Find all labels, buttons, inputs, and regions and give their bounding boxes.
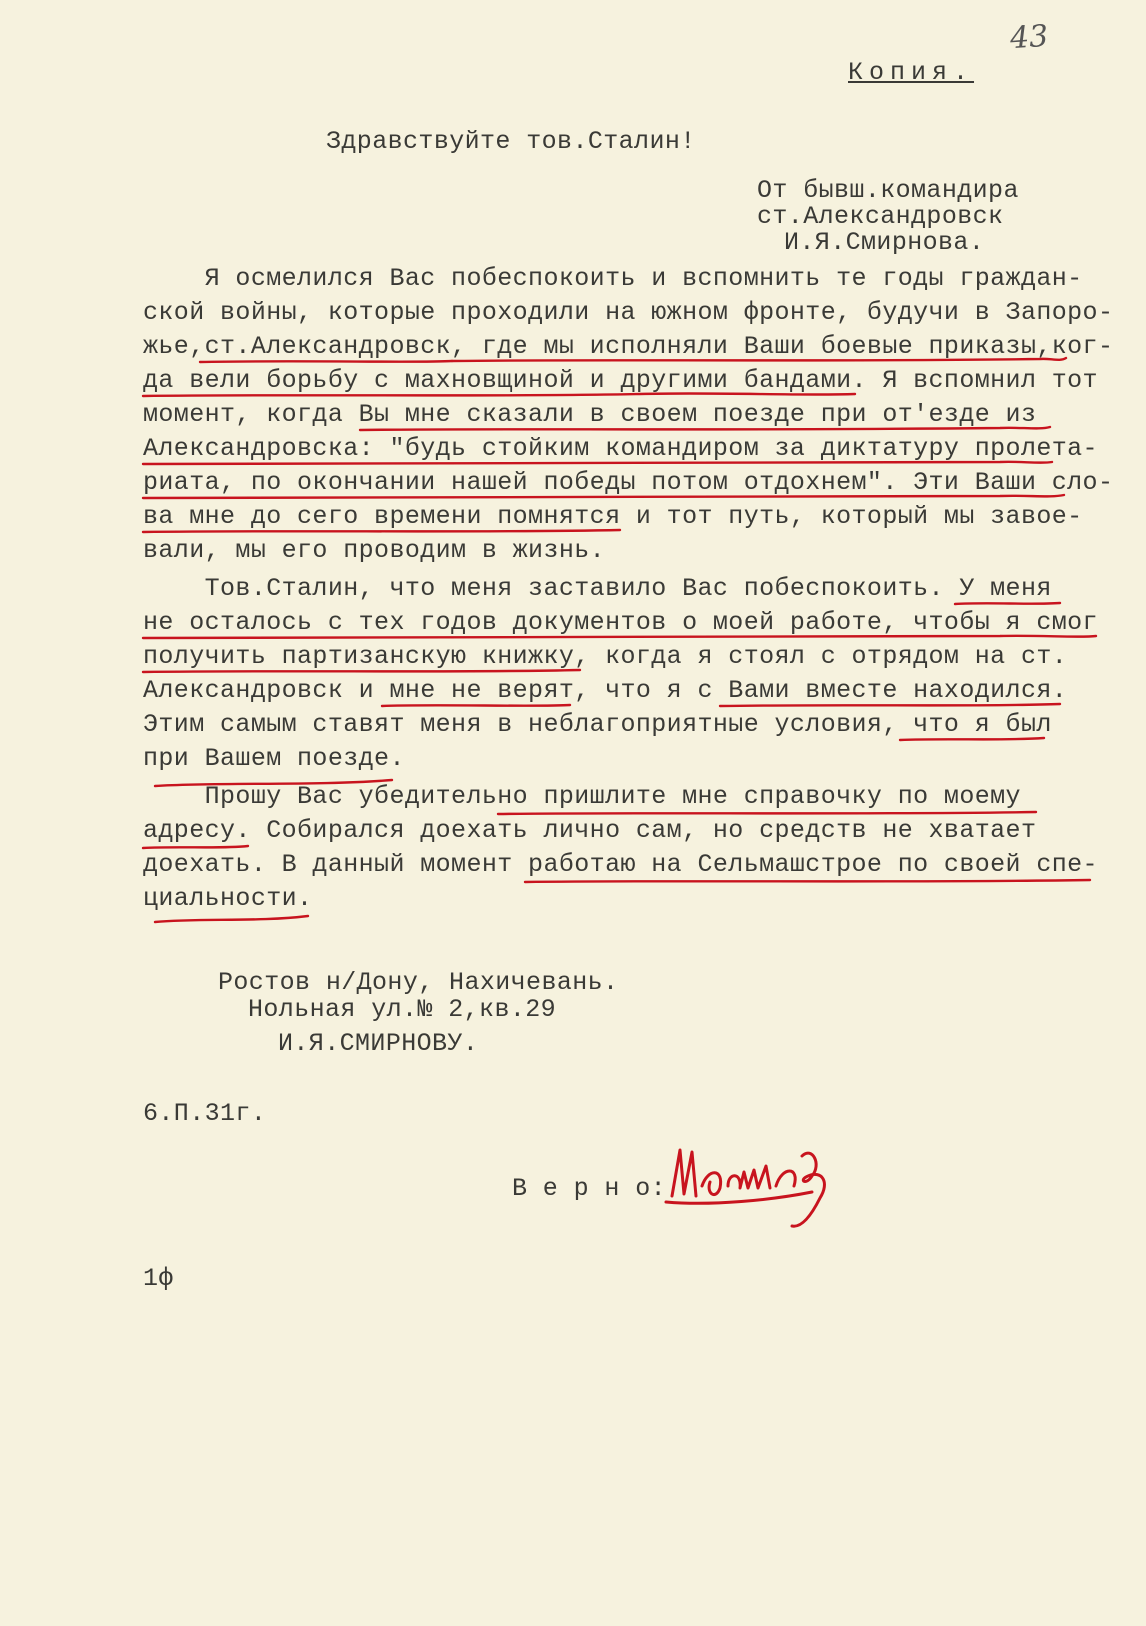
body-line: адресу. Собирался доехать лично сам, но средств не хватает: [143, 816, 1037, 845]
copy-mark: Копия.: [848, 58, 975, 87]
page-number: 43: [1008, 18, 1050, 57]
body-line: Александровск и мне не верят, что я с Вами вместе находился.: [143, 676, 1068, 705]
body-line: Александровска: "будь стойким командиром за диктатуру пролета-: [143, 434, 1098, 463]
body-line: да вели борьбу с махновщиной и другими бандами. Я вспомнил тот: [143, 366, 1098, 395]
underline: [155, 916, 308, 922]
sender-line: ст.Александровск: [757, 202, 1004, 231]
body-line: жье,ст.Александровск, где мы исполняли Ваши боевые приказы,ког-: [143, 332, 1114, 361]
body-line: Я осмелился Вас побеспокоить и вспомнить те годы граждан-: [143, 264, 1083, 293]
body-line: получить партизанскую книжку, когда я стоял с отрядом на ст.: [143, 642, 1068, 671]
body-line: при Вашем поезде.: [143, 744, 405, 773]
body-line: риата, по окончании нашей победы потом отдохнем". Эти Ваши сло-: [143, 468, 1114, 497]
sender-line: И.Я.Смирнова.: [784, 228, 985, 257]
body-line: доехать. В данный момент работаю на Сельмашстрое по своей спе-: [143, 850, 1098, 879]
body-line: Тов.Сталин, что меня заставило Вас побеспокоить. У меня: [143, 574, 1052, 603]
body-line: вали, мы его проводим в жизнь.: [143, 536, 606, 565]
body-line: Прошу Вас убедительно пришлите мне справочку по моему: [143, 782, 1021, 811]
salutation: Здравствуйте тов.Сталин!: [326, 127, 696, 156]
body-line: ской войны, которые проходили на южном фронте, будучи в Запоро-: [143, 298, 1114, 327]
body-line: Этим самым ставят меня в неблагоприятные условия, что я был: [143, 710, 1052, 739]
sender-line: От бывш.командира: [757, 176, 1019, 205]
body-line: ва мне до сего времени помнятся и тот путь, который мы завое-: [143, 502, 1083, 531]
letter-date: 6.П.31г.: [143, 1099, 267, 1128]
footer-mark: 1ф: [143, 1264, 174, 1293]
certified-label: В е р н о:: [512, 1174, 667, 1203]
address-line: Ростов н/Дону, Нахичевань.: [218, 968, 619, 997]
body-line: момент, когда Вы мне сказали в своем поезде при от'езде из: [143, 400, 1037, 429]
body-line: не осталось с тех годов документов о моей работе, чтобы я смог: [143, 608, 1098, 637]
address-line: И.Я.СМИРНОВУ.: [278, 1029, 479, 1058]
signature-mark: [662, 1136, 842, 1236]
address-line: Нольная ул.№ 2,кв.29: [248, 995, 557, 1024]
body-line: циальности.: [143, 884, 313, 913]
